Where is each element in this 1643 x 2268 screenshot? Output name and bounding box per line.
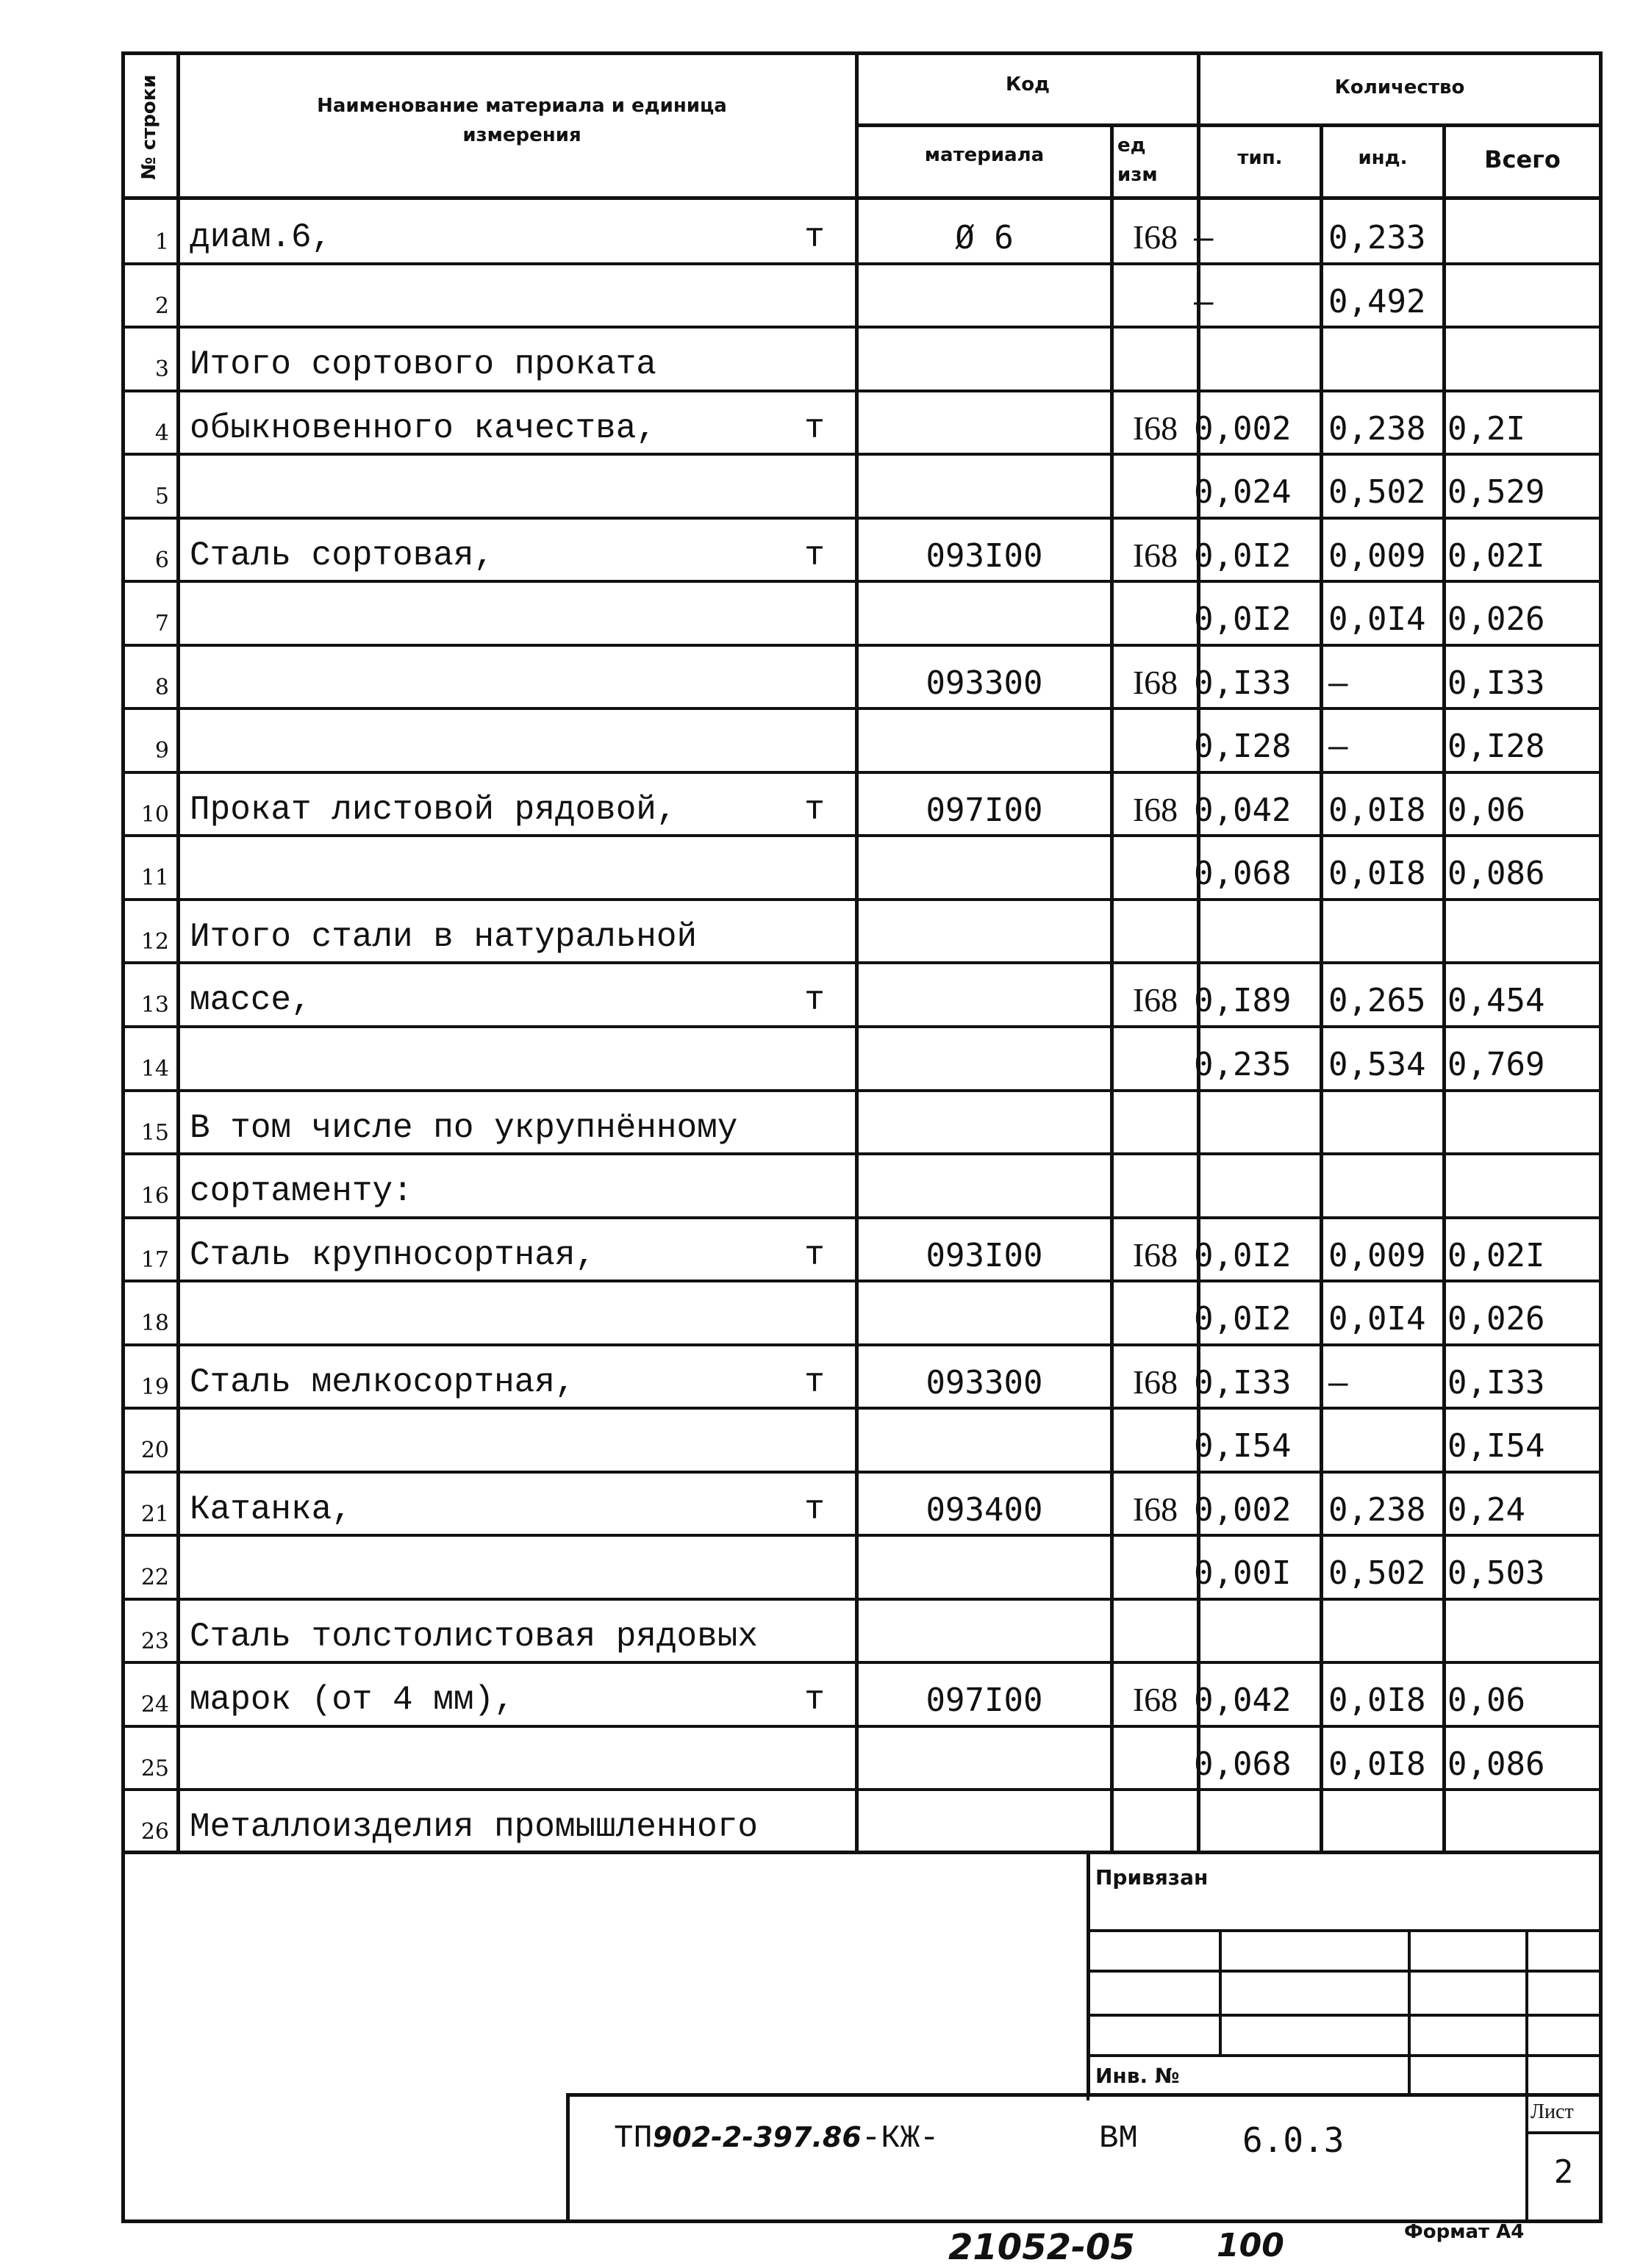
- row-number: 16: [140, 1183, 169, 1209]
- document-section: 6.0.3: [1242, 2120, 1345, 2160]
- table-row: [0, 1598, 1643, 1662]
- document-handwritten-number: 902-2-397.86: [652, 2121, 862, 2153]
- quantity-typ: –: [1194, 219, 1214, 256]
- material-code: Ø 6: [955, 219, 1014, 256]
- quantity-typ: 0,00I: [1194, 1554, 1292, 1592]
- table-row: [0, 644, 1643, 708]
- material-code: 093I00: [926, 537, 1043, 575]
- row-number: 8: [154, 675, 169, 700]
- table-row: [0, 262, 1643, 326]
- material-name: марок (от 4 мм),: [190, 1681, 515, 1719]
- material-code: 093I00: [926, 1237, 1043, 1274]
- quantity-ind: 0,492: [1328, 283, 1426, 320]
- quantity-typ: 0,I28: [1194, 728, 1292, 765]
- quantity-typ: 0,068: [1194, 855, 1292, 892]
- quantity-total: 0,I28: [1447, 728, 1545, 765]
- row-number: 14: [140, 1056, 169, 1082]
- row-number-header: № строки: [138, 73, 160, 180]
- table-row: [0, 1025, 1643, 1089]
- material-code: 093400: [926, 1491, 1043, 1529]
- unit-code: I68: [1132, 1681, 1178, 1718]
- row-number: 9: [154, 738, 169, 764]
- table-row: [0, 517, 1643, 581]
- material-code: 097I00: [926, 1682, 1043, 1719]
- row-number: 21: [140, 1501, 169, 1527]
- table-row: [0, 1216, 1643, 1280]
- material-name: Итого сортового проката: [190, 345, 656, 384]
- table-row: [0, 1343, 1643, 1407]
- material-name: Сталь мелкосортная,: [190, 1363, 576, 1402]
- row-number: 5: [154, 484, 169, 509]
- table-row: [0, 198, 1643, 262]
- quantity-total: 0,02I: [1447, 1237, 1545, 1274]
- attached-label: Привязан: [1095, 1865, 1209, 1890]
- quantity-total: 0,026: [1447, 1300, 1545, 1338]
- quantity-group-header: Количество: [1334, 76, 1465, 98]
- table-row: [0, 1534, 1643, 1598]
- unit-of-measure: т: [804, 791, 825, 829]
- quantity-ind: 0,238: [1328, 1491, 1426, 1529]
- row-number: 22: [140, 1565, 169, 1590]
- quantity-total: 0,529: [1447, 473, 1545, 511]
- row-number: 18: [140, 1310, 169, 1336]
- material-name: Металлоизделия промышленного: [190, 1808, 758, 1846]
- document-code: [614, 2120, 939, 2157]
- name-column-header: Наименование материала и единица измерения: [317, 95, 727, 146]
- table-row: [0, 961, 1643, 1025]
- quantity-typ: 0,002: [1194, 1491, 1292, 1529]
- row-number: 19: [140, 1374, 169, 1400]
- quantity-total: 0,06: [1447, 1682, 1525, 1719]
- material-code: 093300: [926, 1364, 1043, 1402]
- table-row: [0, 1725, 1643, 1789]
- sheet-label: Лист: [1531, 2100, 1574, 2123]
- material-name: сортаменту:: [190, 1172, 413, 1210]
- quantity-total: 0,24: [1447, 1491, 1525, 1529]
- material-name: Итого стали в натуральной: [190, 918, 698, 956]
- table-row: [0, 898, 1643, 962]
- row-number: 10: [140, 802, 169, 828]
- table-row: [0, 707, 1643, 771]
- quantity-typ: 0,068: [1194, 1745, 1292, 1783]
- row-number: 17: [140, 1247, 169, 1273]
- typ-header: тип.: [1237, 147, 1283, 169]
- quantity-ind: –: [1328, 664, 1348, 702]
- row-number: 4: [154, 420, 169, 446]
- unit-of-measure: т: [804, 1236, 825, 1274]
- unit-of-measure: т: [804, 218, 825, 256]
- quantity-typ: 0,I33: [1194, 664, 1292, 702]
- unit-code: I68: [1132, 218, 1178, 256]
- quantity-ind: 0,502: [1328, 473, 1426, 511]
- quantity-typ: 0,0I2: [1194, 600, 1292, 638]
- quantity-total: 0,086: [1447, 1745, 1545, 1783]
- unit-code: I68: [1132, 1236, 1178, 1274]
- material-code-header: материала: [924, 144, 1045, 166]
- quantity-ind: 0,238: [1328, 410, 1426, 448]
- unit-code: I68: [1132, 537, 1178, 574]
- row-number: 20: [140, 1438, 169, 1463]
- quantity-typ: 0,0I2: [1194, 1237, 1292, 1274]
- quantity-ind: 0,233: [1328, 219, 1426, 256]
- quantity-typ: –: [1194, 283, 1214, 320]
- unit-code: I68: [1132, 791, 1178, 828]
- quantity-total: 0,I33: [1447, 1364, 1545, 1402]
- quantity-typ: 0,I33: [1194, 1364, 1292, 1402]
- quantity-total: 0,503: [1447, 1554, 1545, 1592]
- unit-of-measure: т: [804, 409, 825, 448]
- unit-of-measure: т: [804, 1681, 825, 1719]
- table-row: [0, 1280, 1643, 1343]
- table-row: [0, 1471, 1643, 1535]
- unit-code-header: ед изм: [1117, 134, 1158, 186]
- quantity-ind: 0,0I8: [1328, 855, 1426, 892]
- quantity-ind: 0,0I4: [1328, 600, 1426, 638]
- row-number: 6: [154, 548, 169, 573]
- quantity-typ: 0,0I2: [1194, 1300, 1292, 1338]
- quantity-ind: 0,534: [1328, 1046, 1426, 1083]
- material-name: Сталь крупносортная,: [190, 1236, 596, 1274]
- unit-code: I68: [1132, 1490, 1178, 1528]
- document-mark: ВМ: [1099, 2120, 1138, 2157]
- table-row: [0, 1152, 1643, 1216]
- material-code: 093300: [926, 664, 1043, 702]
- unit-code: I68: [1132, 1363, 1178, 1401]
- table-row: [0, 580, 1643, 644]
- material-name: Прокат листовой рядовой,: [190, 791, 677, 829]
- unit-code: I68: [1132, 664, 1178, 701]
- row-number: 3: [154, 356, 169, 382]
- unit-code: I68: [1132, 981, 1178, 1019]
- quantity-total: 0,769: [1447, 1046, 1545, 1083]
- quantity-ind: 0,009: [1328, 537, 1426, 575]
- quantity-typ: 0,002: [1194, 410, 1292, 448]
- quantity-ind: 0,265: [1328, 982, 1426, 1019]
- quantity-typ: 0,0I2: [1194, 537, 1292, 575]
- table-row: [0, 771, 1643, 835]
- material-name: Сталь толстолистовая рядовых: [190, 1618, 758, 1656]
- quantity-typ: 0,I54: [1194, 1427, 1292, 1465]
- row-number: 1: [154, 229, 169, 255]
- document-suffix: -КЖ-: [861, 2120, 939, 2157]
- quantity-typ: 0,024: [1194, 473, 1292, 511]
- inventory-number-label: Инв. №: [1095, 2064, 1180, 2088]
- material-name: Катанка,: [190, 1490, 352, 1529]
- quantity-total: 0,I54: [1447, 1427, 1545, 1465]
- code-group-header: Код: [1005, 73, 1050, 96]
- row-number: 15: [140, 1120, 169, 1146]
- total-header: Всего: [1484, 146, 1561, 173]
- quantity-ind: 0,502: [1328, 1554, 1426, 1592]
- quantity-ind: 0,009: [1328, 1237, 1426, 1274]
- quantity-typ: 0,042: [1194, 1682, 1292, 1719]
- quantity-total: 0,I33: [1447, 664, 1545, 702]
- row-number: 24: [140, 1692, 169, 1718]
- row-number: 11: [140, 865, 169, 891]
- quantity-total: 0,06: [1447, 792, 1525, 829]
- row-number: 2: [154, 293, 169, 319]
- table-row: [0, 1089, 1643, 1153]
- quantity-ind: 0,0I4: [1328, 1300, 1426, 1338]
- document-prefix: ТП: [614, 2120, 653, 2157]
- row-number: 13: [140, 992, 169, 1018]
- quantity-total: 0,026: [1447, 600, 1545, 638]
- material-name: массе,: [190, 981, 312, 1019]
- quantity-ind: –: [1328, 728, 1348, 765]
- unit-of-measure: т: [804, 537, 825, 575]
- quantity-total: 0,02I: [1447, 537, 1545, 575]
- row-number: 23: [140, 1629, 169, 1654]
- unit-of-measure: т: [804, 981, 825, 1019]
- quantity-typ: 0,042: [1194, 792, 1292, 829]
- handwritten-extra-number: 100: [1217, 2227, 1284, 2264]
- table-row: [0, 834, 1643, 898]
- quantity-total: 0,086: [1447, 855, 1545, 892]
- quantity-typ: 0,235: [1194, 1046, 1292, 1083]
- row-number: 25: [140, 1756, 169, 1781]
- material-name: Сталь сортовая,: [190, 537, 495, 575]
- material-code: 097I00: [926, 792, 1043, 829]
- handwritten-archive-number: 21052-05: [948, 2227, 1135, 2268]
- material-name: диам.6,: [190, 218, 332, 256]
- table-row: [0, 1661, 1643, 1725]
- table-row: [0, 326, 1643, 390]
- row-number: 7: [154, 611, 169, 636]
- unit-of-measure: т: [804, 1490, 825, 1529]
- quantity-total: 0,2I: [1447, 410, 1525, 448]
- table-row: [0, 390, 1643, 453]
- quantity-typ: 0,I89: [1194, 982, 1292, 1019]
- row-number: 12: [140, 929, 169, 955]
- material-name: В том числе по укрупнённому: [190, 1109, 738, 1147]
- unit-of-measure: т: [804, 1363, 825, 1402]
- sheet-number: 2: [1553, 2153, 1574, 2191]
- table-row: [0, 453, 1643, 517]
- quantity-ind: 0,0I8: [1328, 1745, 1426, 1783]
- unit-code: I68: [1132, 409, 1178, 447]
- table-row: [0, 1788, 1643, 1852]
- ind-header: инд.: [1358, 147, 1408, 169]
- quantity-ind: –: [1328, 1364, 1348, 1402]
- material-name: обыкновенного качества,: [190, 409, 656, 448]
- table-row: [0, 1407, 1643, 1471]
- quantity-ind: 0,0I8: [1328, 1682, 1426, 1719]
- quantity-ind: 0,0I8: [1328, 792, 1426, 829]
- format-label: Формат А4: [1404, 2221, 1525, 2243]
- row-number: 26: [140, 1819, 169, 1845]
- quantity-total: 0,454: [1447, 982, 1545, 1019]
